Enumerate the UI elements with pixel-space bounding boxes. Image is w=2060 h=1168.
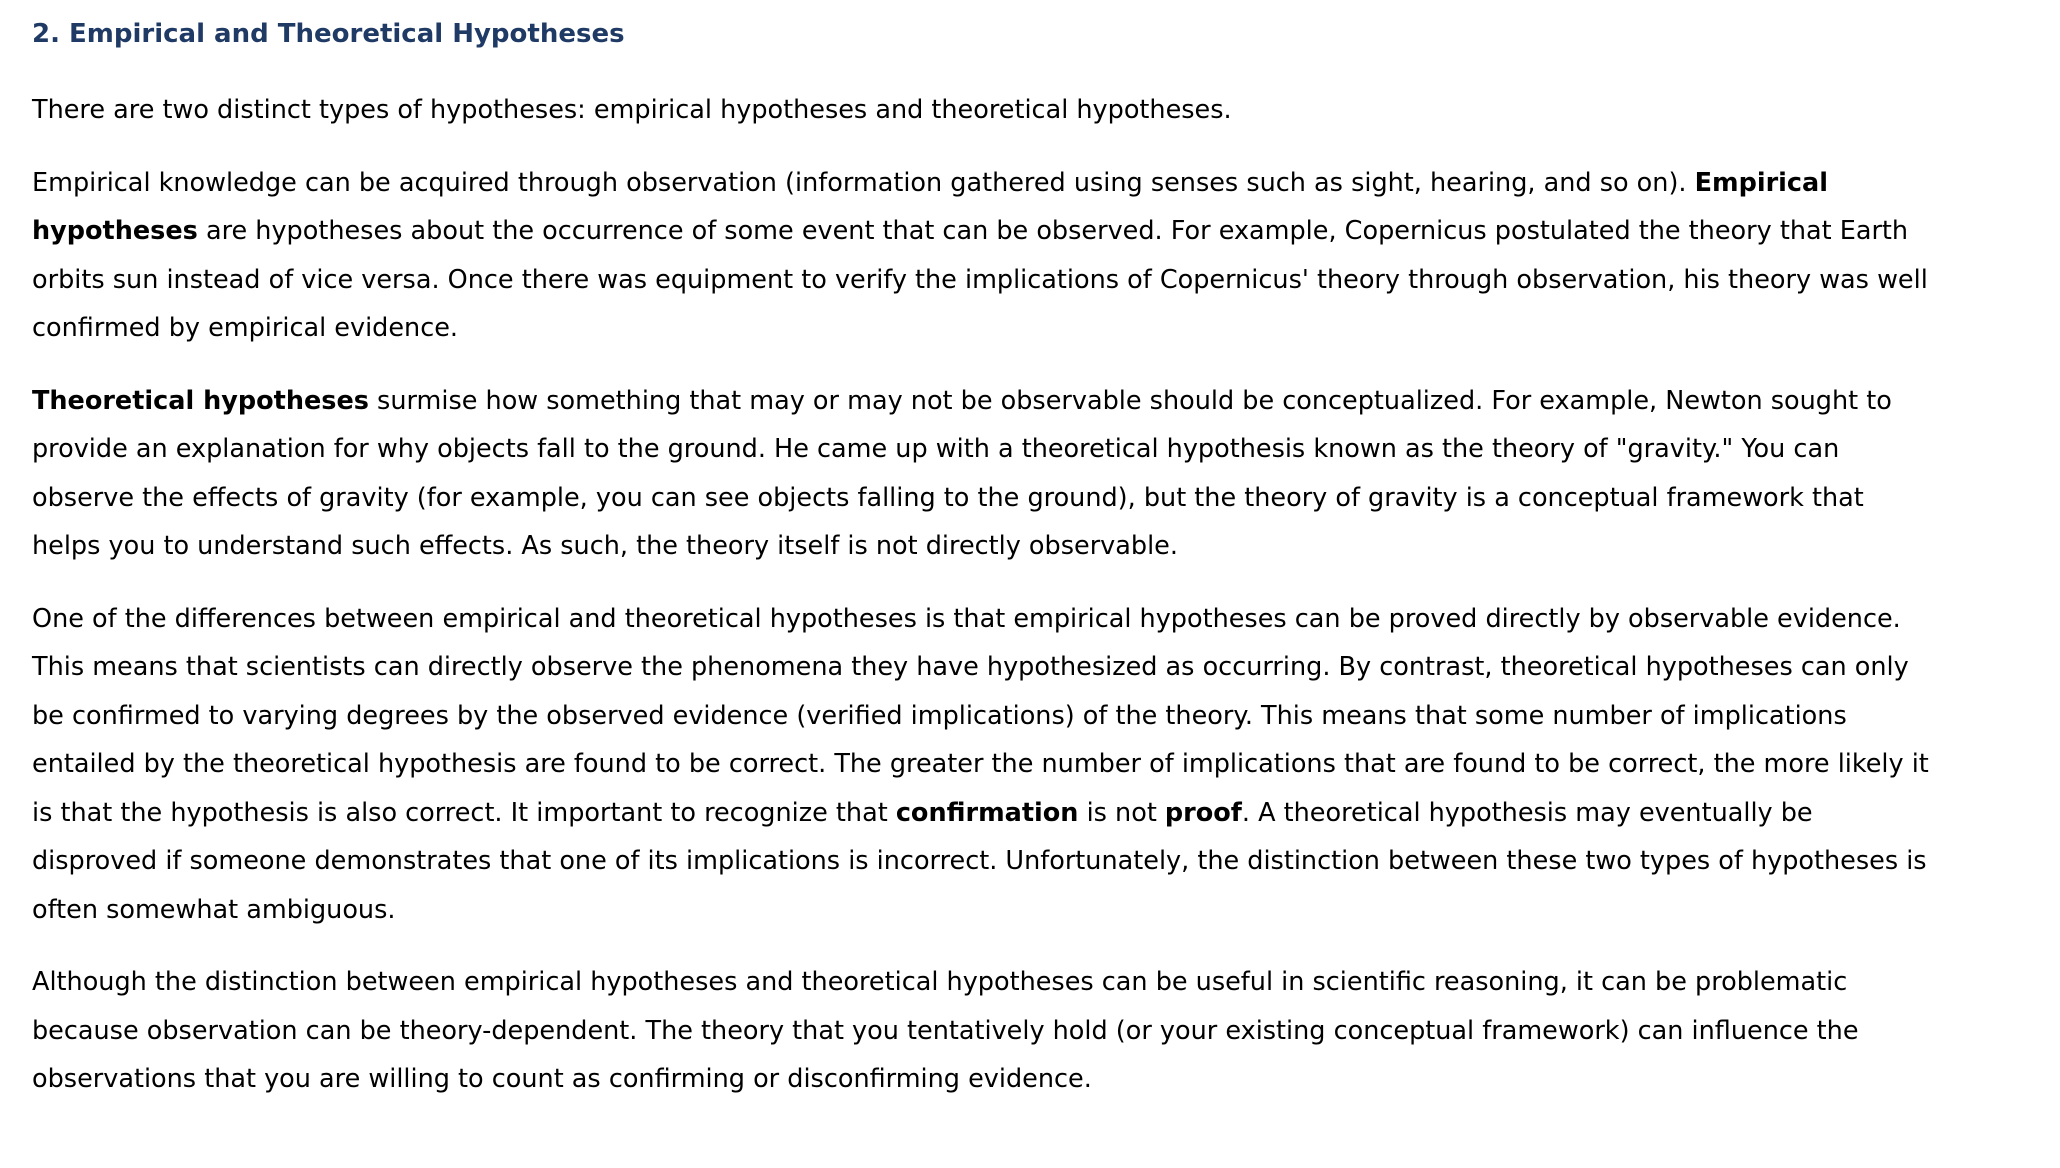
paragraph-theoretical (32, 377, 1932, 571)
paragraph-empirical-lead: Empirical knowledge can be acquired through observation (information gathered using senses such as sight, hearing, and so on). (32, 167, 1695, 198)
paragraph-differences-part1: One of the differences between empirical and theoretical hypotheses is that empirical hypotheses can be proved directly by observable evidence. This means that scientists can directly observe the phenomena they have hypothesized as occurring. By contrast, theoretical hypotheses can only be confirmed to varying degrees by the observed evidence (verified implications) of the theory. This means that some number of implications entailed by the theoretical hypothesis are found to be correct. The greater the number of implications that are found to be correct, the more likely it is that the hypothesis is also correct. It important to recognize that (32, 603, 1929, 828)
section-title: 2. Empirical and Theoretical Hypotheses (32, 19, 625, 49)
term-confirmation: confirmation (895, 797, 1079, 828)
term-theoretical-hypotheses: Theoretical hypotheses (32, 385, 369, 416)
paragraph-differences-part2: is not (1078, 797, 1165, 828)
paragraph-theory-dependence-text: Although the distinction between empirical hypotheses and theoretical hypotheses can be useful in scientific reasoning, it can be problematic because observation can be theory-dependent. The theory that you tentatively hold (or your existing conceptual framework) can influence the observations that you are willing to count as confirming or disconfirming evidence. (32, 967, 1859, 1094)
paragraph-empirical (32, 159, 1932, 353)
paragraph-intro-text: There are two distinct types of hypotheses: empirical hypotheses and theoretical hypotheses. (32, 95, 1232, 125)
paragraph-differences (32, 595, 1932, 935)
term-proof: proof (1164, 797, 1242, 828)
paragraph-empirical-rest: are hypotheses about the occurrence of some event that can be observed. For example, Copernicus postulated the theory that Earth orbits sun instead of vice versa. Once there was equipment to verify the implications of Copernicus' theory through observation, his theory was well confirmed by empirical evidence. (32, 216, 1928, 343)
paragraph-theoretical-rest: surmise how something that may or may not be observable should be conceptualized. For example, Newton sought to provide an explanation for why objects fall to the ground. He came up with a theoretical hypothesis known as the theory of "gravity." You can observe the effects of gravity (for example, you can see objects falling to the ground), but the theory of gravity is a conceptual framework that helps you to understand such effects. As such, the theory itself is not directly observable. (32, 385, 1892, 561)
article-body (32, 86, 1932, 1104)
term-empirical-hypotheses: Empirical hypotheses (32, 167, 1828, 246)
paragraph-theory-dependence (32, 958, 1932, 1104)
paragraph-differences-part3: . A theoretical hypothesis may eventually be disproved if someone demonstrates that one of its implications is incorrect. Unfortunately, the distinction between these two types of hypotheses is often somewhat ambiguous. (32, 797, 1927, 925)
paragraph-intro (32, 86, 1932, 135)
